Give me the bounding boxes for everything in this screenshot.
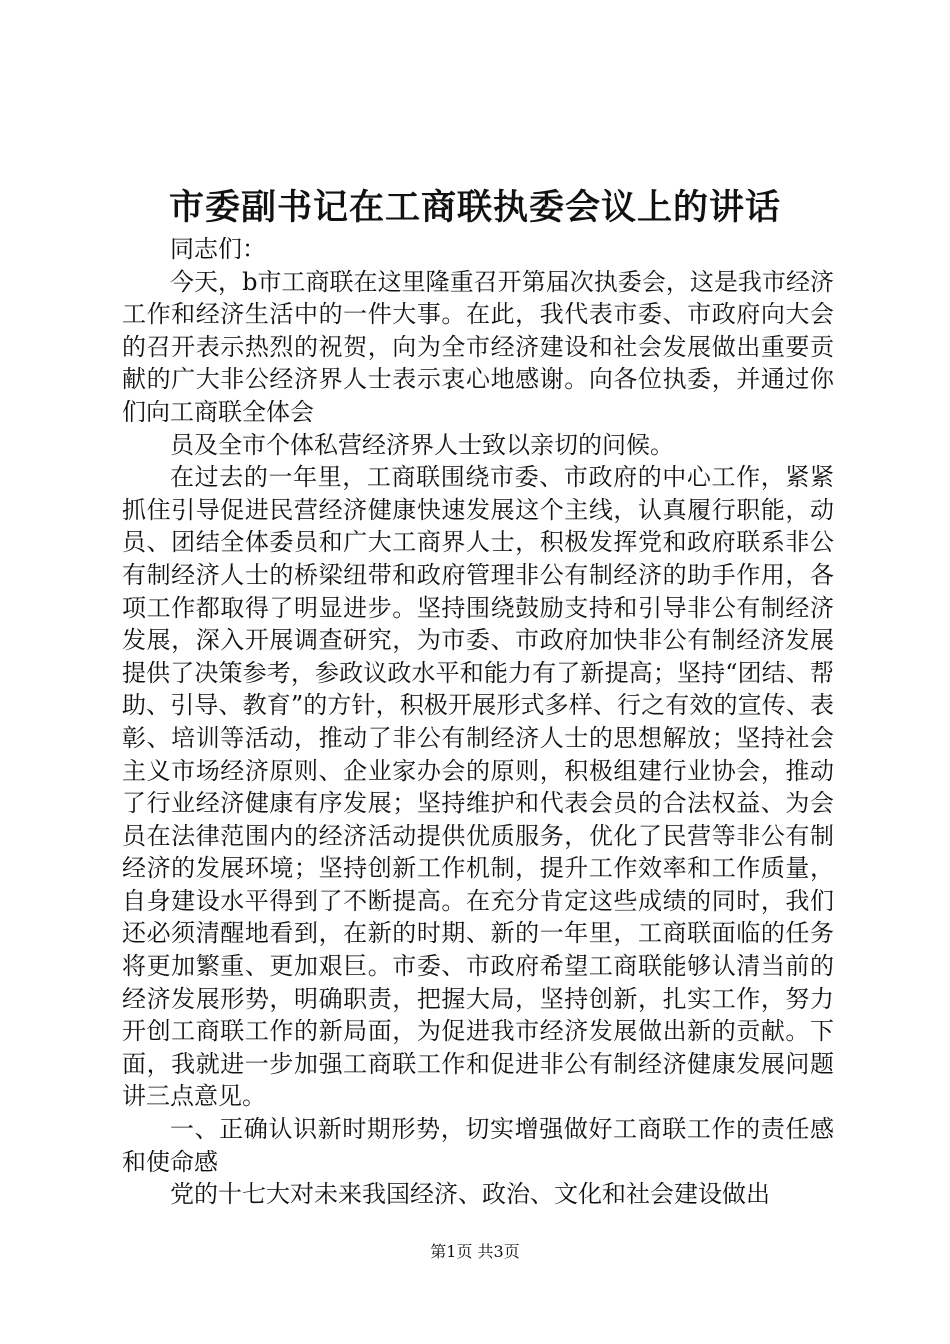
body-paragraph: 员及全市个体私营经济界人士致以亲切的问候。 xyxy=(170,430,674,459)
salutation-paragraph: 同志们： xyxy=(170,235,266,263)
page-footer: 第1页 共3页 xyxy=(430,1242,520,1261)
body-paragraph: 今天，b市工商联在这里隆重召开第届次执委会，这是我市经济工作和经济生活中的一件大事。在此，我代表市委、市政府向大会的召开表示热烈的祝贺，向为全市经济建设和社会发展做出重要贡献的广大非公经济界人士表示衷心地感谢。向各位执委，并通过你们向工商联全体会 xyxy=(122,267,834,426)
section-heading: 一、正确认识新时期形势，切实增强做好工商联工作的责任感和使命感 xyxy=(122,1115,834,1176)
document-title: 市委副书记在工商联执委会议上的讲话 xyxy=(168,187,781,228)
body-paragraph: 党的十七大对未来我国经济、政治、文化和社会建设做出 xyxy=(170,1180,770,1209)
body-paragraph: 在过去的一年里，工商联围绕市委、市政府的中心工作，紧紧抓住引导促进民营经济健康快速发展这个主线，认真履行职能，动员、团结全体委员和广大工商界人士，积极发挥党和政府联系非公有制经济人士的桥梁纽带和政府管理非公有制经济的助手作用，各项工作都取得了明显进步。坚持围绕鼓励支持和引导非公有制经济发展，深入开展调查研究，为市委、市政府加快非公有制经济发展提供了决策参考，参政议政水平和能力有了新提高；坚持“团结、帮助、引导、教育”的方针，积极开展形式多样、行之有效的宣传、表彰、培训等活动，推动了非公有制经济人士的思想解放；坚持社会主义市场经济原则、企业家办会的原则，积极组建行业协会，推动了行业经济健康有序发展；坚持维护和代表会员的合法权益、为会员在法律范围内的经济活动提供优质服务，优化了民营等非公有制经济的发展环境；坚持创新工作机制，提升工作效率和工作质量，自身建设水平得到了不断提高。在充分肯定这些成绩的同时，我们还必须清醒地看到，在新的时期、新的一年里，工商联面临的任务将更加繁重、更加艰巨。市委、市政府希望工商联能够认清当前的经济发展形势，明确职责，把握大局，坚持创新，扎实工作，努力开创工商联工作的新局面，为促进我市经济发展做出新的贡献。下面，我就进一步加强工商联工作和促进非公有制经济健康发展问题讲三点意见。 xyxy=(122,463,834,1111)
document-body xyxy=(122,233,834,1211)
